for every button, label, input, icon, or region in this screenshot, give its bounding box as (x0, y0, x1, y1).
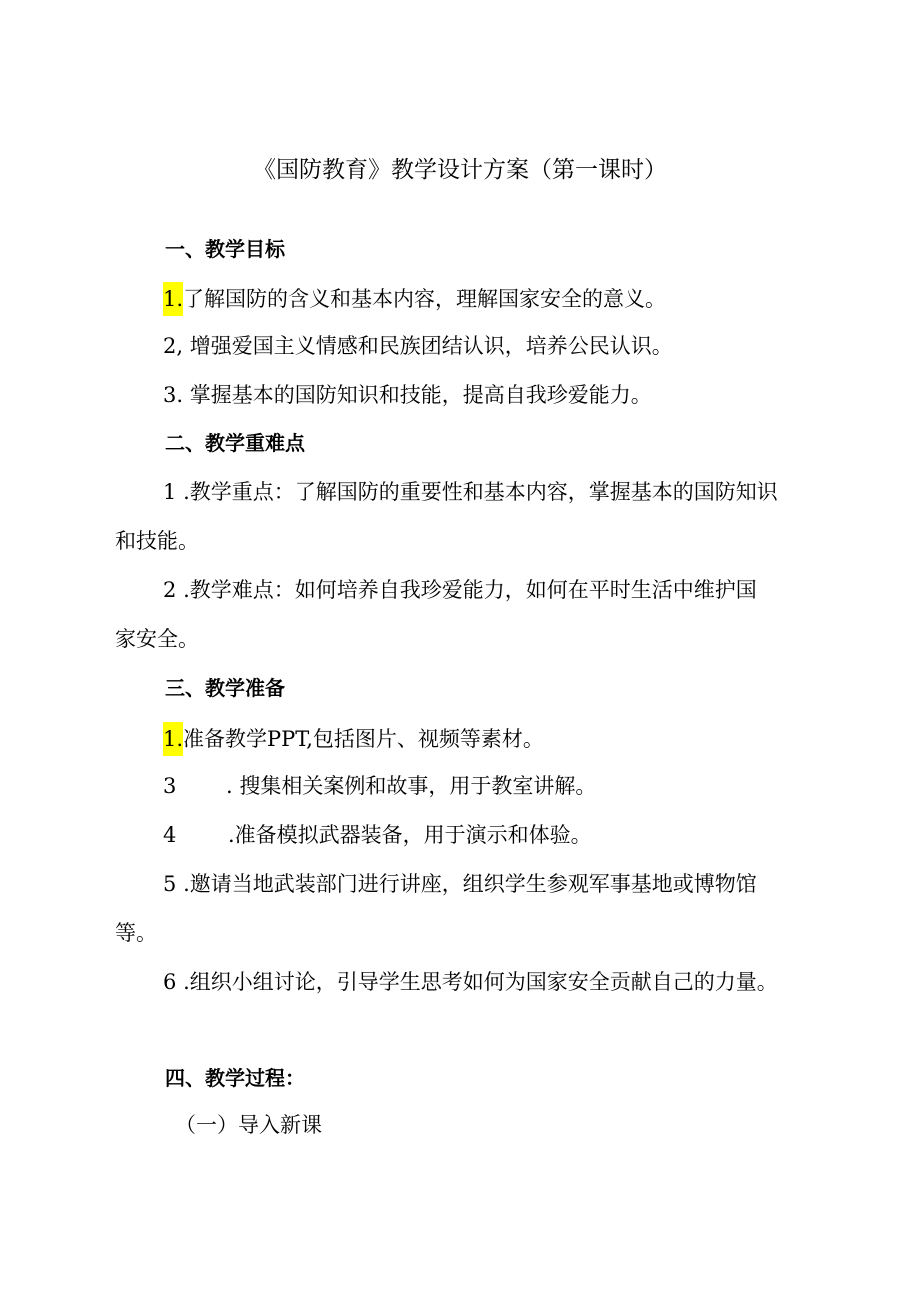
objective-text-1: 了解国防的含义和基本内容，理解国家安全的意义。 (183, 287, 667, 311)
key-point-text-1: .教学重点：了解国防的重要性和基本内容，掌握基本的国防知识 (183, 480, 778, 504)
objective-number-2: 2, (163, 334, 184, 358)
prep-item-3 (163, 771, 596, 801)
prep-text-5: .邀请当地武装部门进行讲座，组织学生参观军事基地或博物馆 (183, 872, 757, 896)
section-heading-key-points: 二、教学重难点 (165, 431, 305, 455)
objective-number-3: 3. (163, 383, 184, 407)
prep-item-5-cont: 等。 (115, 921, 157, 945)
prep-item-6 (163, 967, 778, 997)
prep-text-4: .准备模拟武器装备，用于演示和体验。 (228, 823, 592, 847)
section-heading-preparation: 三、教学准备 (165, 676, 285, 700)
section-heading-objectives: 一、教学目标 (165, 237, 285, 261)
highlighted-number: 1. (163, 282, 183, 316)
key-point-item-1 (163, 477, 778, 507)
prep-text-3: . 搜集相关案例和故事，用于教室讲解。 (226, 774, 597, 798)
key-point-number-2: 2 (163, 578, 177, 602)
key-point-item-1-cont: 和技能。 (115, 529, 199, 553)
key-point-item-2 (163, 575, 757, 605)
highlighted-number: 1. (163, 722, 183, 756)
objective-item-2 (163, 331, 673, 361)
key-point-item-2-cont: 家安全。 (115, 627, 199, 651)
key-point-number-1: 1 (163, 480, 177, 504)
prep-item-4 (163, 820, 592, 850)
prep-item-1 (163, 722, 544, 756)
objective-item-1 (163, 282, 666, 316)
document-title: 《国防教育》教学设计方案（第一课时） (253, 157, 667, 183)
key-point-text-2: .教学难点：如何培养自我珍爱能力，如何在平时生活中维护国 (183, 578, 757, 602)
subsection-intro: （一）导入新课 (175, 1113, 322, 1137)
prep-number-6: 6 (163, 970, 177, 994)
prep-number-5: 5 (163, 872, 177, 896)
prep-number-3: 3 (163, 774, 177, 798)
objective-text-3: 掌握基本的国防知识和技能，提高自我珍爱能力。 (189, 383, 652, 407)
section-heading-process: 四、教学过程： (165, 1066, 305, 1090)
prep-text-1: 准备教学PPT,包括图片、视频等素材。 (183, 727, 544, 751)
prep-item-5 (163, 869, 757, 899)
prep-text-6: .组织小组讨论，引导学生思考如何为国家安全贡献自己的力量。 (183, 970, 778, 994)
prep-number-4: 4 (163, 823, 177, 847)
objective-text-2: 增强爱国主义情感和民族团结认识，培养公民认识。 (189, 334, 673, 358)
objective-item-3 (163, 380, 652, 410)
